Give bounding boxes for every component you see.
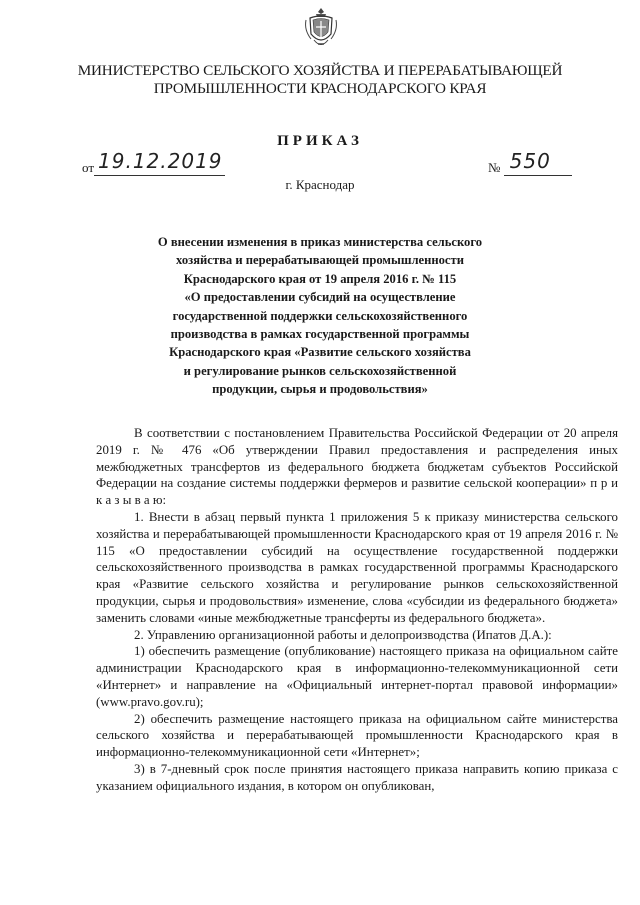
clause-2-1-paragraph: 1) обеспечить размещение (опубликование) настоящего приказа на официальном сайте администрации Краснодарского края в информационно-телекоммуникационной сети «Интернет» и направление на «Официальный интернет-портал правовой информации» (www.pravo.gov.ru); xyxy=(96,644,618,709)
order-date xyxy=(82,150,225,176)
heading-line: продукции, сырья и продовольствия» xyxy=(212,382,428,397)
heading-line: О внесении изменения в приказ министерства сельского xyxy=(157,235,483,249)
ministry-line-2: ПРОМЫШЛЕННОСТИ КРАСНОДАРСКОГО КРАЯ xyxy=(153,80,487,97)
heading-line: производства в рамках государственной программы xyxy=(170,327,470,342)
ministry-name xyxy=(40,62,600,98)
heading-line: Краснодарского края «Развитие сельского хозяйства xyxy=(169,345,471,360)
handwritten-date: 19.12.2019 xyxy=(98,149,223,173)
order-body xyxy=(96,425,618,795)
issue-city: г. Краснодар xyxy=(285,177,355,192)
heading-line: и регулирование рынков сельскохозяйственной xyxy=(183,363,457,378)
ministry-line-1: МИНИСТЕРСТВО СЕЛЬСКОГО ХОЗЯЙСТВА И ПЕРЕРАБАТЫВАЮЩЕЙ xyxy=(77,62,563,79)
handwritten-number: 550 xyxy=(509,149,551,173)
clause-2-3-paragraph: 3) в 7-дневный срок после принятия настоящего приказа направить копию приказа с указанием официального издания, в котором он опубликован, xyxy=(96,761,618,793)
preamble-paragraph: В соответствии с постановлением Правительства Российской Федерации от 20 апреля 2019 г. № 476 «Об утверждении Правил предоставления и распределения иных межбюджетных трансфертов из федерального бюджета бюджетам субъектов Российской Федерации на создание системы поддержки фермеров и развитие сельской кооперации» п р и к а з ы в а ю: xyxy=(96,426,618,508)
clause-1-paragraph: 1. Внести в абзац первый пункта 1 приложения 5 к приказу министерства сельского хозяйства и перерабатывающей промышленности Краснодарского края от 19 апреля 2016 г. № 115 «О предоставлении субсидий на осуществление государственной поддержки сельскохозяйственного производства в рамках государственной программы Краснодарского края «Развитие сельского хозяйства и регулирование рынков сельскохозяйственной продукции, сырья и продовольствия» изменение, слова «субсидии из федерального бюджета» заменить словами «иные межбюджетные трансферты из федерального бюджета». xyxy=(96,509,618,625)
heading-line: «О предоставлении субсидий на осуществление xyxy=(184,290,456,305)
heading-line: государственной поддержки сельскохозяйственного xyxy=(172,308,468,323)
number-prefix: № xyxy=(488,160,501,175)
coat-of-arms-icon xyxy=(303,6,339,50)
order-subject-heading xyxy=(120,233,520,399)
date-prefix: от xyxy=(82,160,95,175)
heading-line: хозяйства и перерабатывающей промышленности xyxy=(176,253,464,268)
order-title: ПРИКАЗ xyxy=(277,133,363,149)
clause-2-paragraph: 2. Управлению организационной работы и делопроизводства (Ипатов Д.А.): xyxy=(134,627,552,642)
heading-line: Краснодарского края от 19 апреля 2016 г. № 115 xyxy=(183,271,457,286)
clause-2-2-paragraph: 2) обеспечить размещение настоящего приказа на официальном сайте министерства сельского хозяйства и перерабатывающей промышленности Краснодарского края в информационно-телекоммуникационной сети «Интернет»; xyxy=(96,711,618,760)
order-number xyxy=(488,150,572,176)
